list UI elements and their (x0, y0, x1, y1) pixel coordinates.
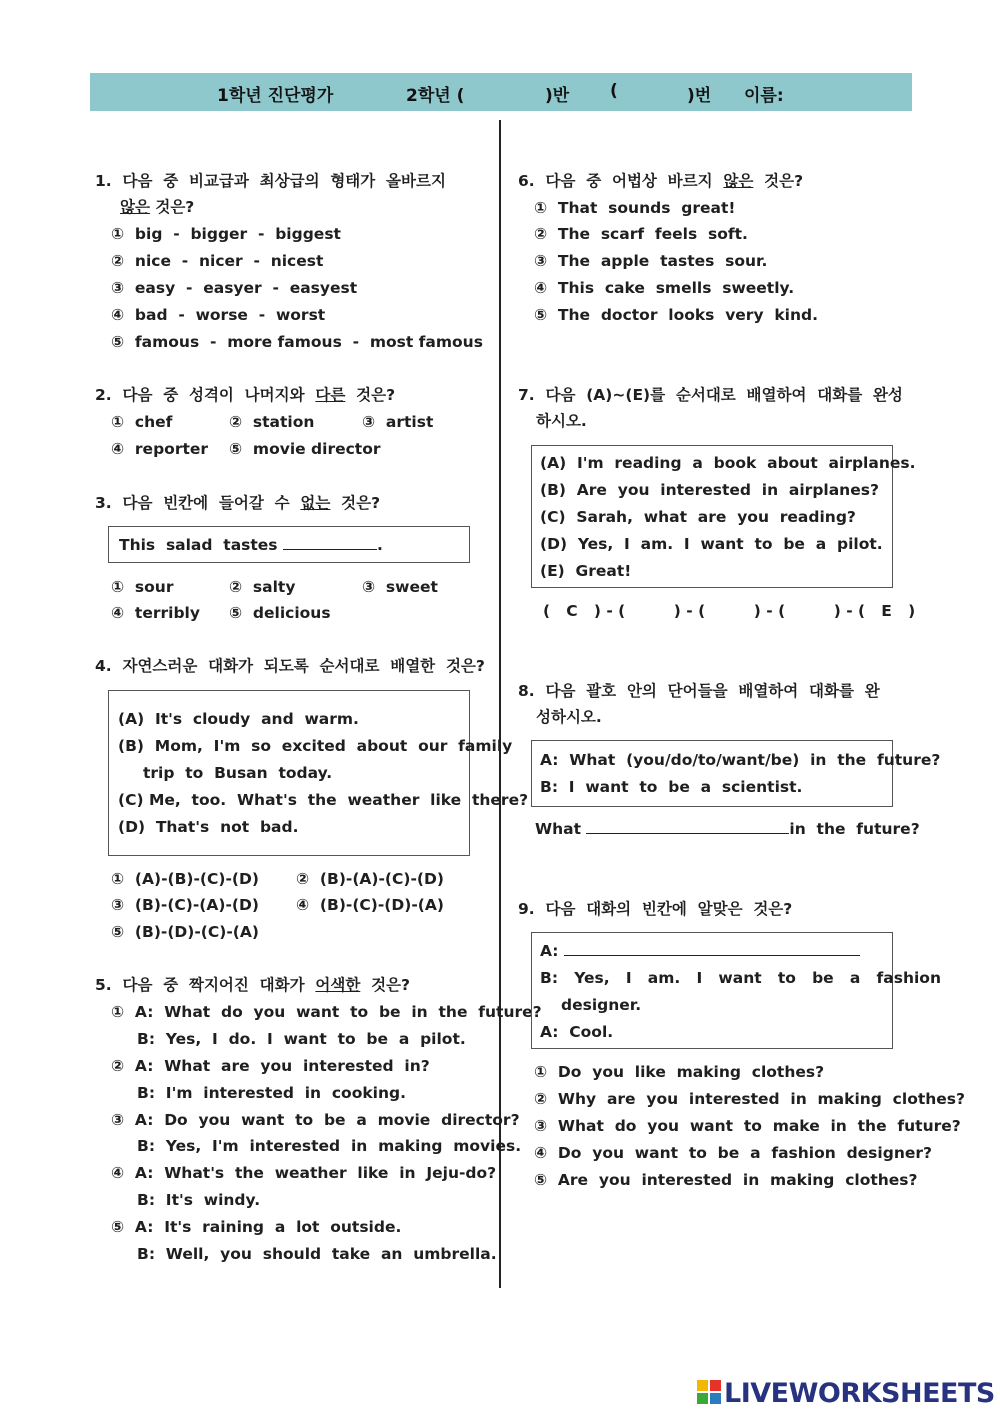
q2-option-1[interactable]: ① chef (111, 413, 173, 431)
q3-option-3[interactable]: ③ sweet (362, 578, 438, 596)
q2-negation: 다른 (315, 386, 346, 404)
q1-stem-line2: 않은 것은? (120, 198, 195, 216)
q5-option-1-b: B: Yes, I do. I want to be a pilot. (137, 1030, 466, 1048)
q5-option-4-b: B: It's windy. (137, 1191, 261, 1209)
q7-stem-line1: 7. 다음 (A)~(E)를 순서대로 배열하여 대화를 완성 (518, 386, 903, 404)
exam-title: 1학년 진단평가 (217, 86, 334, 106)
q6-option-4[interactable]: ④ This cake smells sweetly. (534, 279, 795, 297)
q8-dialogue-box (531, 740, 941, 807)
q1-option-4[interactable]: ④ bad - worse - worst (111, 306, 326, 324)
q4-option-1[interactable]: ① (A)-(B)-(C)-(D) (111, 870, 259, 888)
number-open: ( (610, 81, 618, 101)
q3-sentence-box: This salad tastes . (108, 526, 470, 563)
q4-option-2[interactable]: ② (B)-(A)-(C)-(D) (296, 870, 444, 888)
q3-option-2[interactable]: ② salty (229, 578, 296, 596)
q3-stem: 3. 다음 빈칸에 들어갈 수 없는 것은? (95, 494, 381, 512)
q1-option-2[interactable]: ② nice - nicer - nicest (111, 252, 324, 270)
q7-line-a: (A) I'm reading a book about airplanes. (540, 454, 916, 472)
q3-option-4[interactable]: ④ terribly (111, 604, 200, 622)
q5-stem: 5. 다음 중 짝지어진 대화가 어색한 것은? (95, 976, 411, 994)
q3-option-1[interactable]: ① sour (111, 578, 174, 596)
q6-option-1[interactable]: ① That sounds great! (534, 199, 736, 217)
q2-stem: 2. 다음 중 성격이 나머지와 다른 것은? (95, 386, 396, 404)
number-label: )번 (687, 86, 712, 106)
liveworksheets-logo-text: LIVEWORKSHEETS (724, 1378, 995, 1409)
q8-answer-blank[interactable] (586, 833, 789, 834)
q4-line-b1: (B) Mom, I'm so excited about our family (118, 737, 513, 755)
q4-line-b2: trip to Busan today. (143, 764, 333, 782)
q6-option-2[interactable]: ② The scarf feels soft. (534, 225, 748, 243)
q5-option-5-a[interactable]: ⑤ A: It's raining a lot outside. (111, 1218, 402, 1236)
q9-option-5[interactable]: ⑤ Are you interested in making clothes? (534, 1171, 918, 1189)
q8-stem-line2: 성하시오. (536, 708, 602, 726)
q8-answer-line: What in the future? (535, 820, 920, 838)
q4-line-c: (C) Me, too. What's the weather like there? (118, 791, 529, 809)
q9-stem: 9. 다음 대화의 빈칸에 알맞은 것은? (518, 900, 793, 918)
q9-option-2[interactable]: ② Why are you interested in making clothes? (534, 1090, 966, 1108)
q6-option-3[interactable]: ③ The apple tastes sour. (534, 252, 768, 270)
q4-dialogue-box (108, 690, 529, 856)
q4-option-5[interactable]: ⑤ (B)-(D)-(C)-(A) (111, 923, 259, 941)
liveworksheets-logo-icon (697, 1380, 721, 1404)
grade-label: 2학년 ( (406, 86, 465, 106)
q4-line-a: (A) It's cloudy and warm. (118, 710, 359, 728)
q2-option-3[interactable]: ③ artist (362, 413, 434, 431)
q1-option-1[interactable]: ① big - bigger - biggest (111, 225, 341, 243)
q9-dialogue-box (531, 932, 941, 1049)
q7-line-b: (B) Are you interested in airplanes? (540, 481, 879, 499)
q7-line-c: (C) Sarah, what are you reading? (540, 508, 856, 526)
q5-negation: 어색한 (315, 976, 361, 994)
q5-option-1-a[interactable]: ① A: What do you want to be in the future? (111, 1003, 542, 1021)
name-label: 이름: (744, 86, 784, 106)
q1-option-3[interactable]: ③ easy - easyer - easyest (111, 279, 358, 297)
q9-line-b1: B: Yes, I am. I want to be a fashion (540, 969, 941, 987)
q5-option-3-b: B: Yes, I'm interested in making movies. (137, 1137, 522, 1155)
q7-line-e: (E) Great! (540, 562, 632, 580)
q9-line-a2: A: Cool. (540, 1023, 614, 1041)
q5-option-3-a[interactable]: ③ A: Do you want to be a movie director? (111, 1111, 520, 1129)
q8-line-b: B: I want to be a scientist. (540, 778, 803, 796)
q6-negation: 않은 (723, 172, 754, 190)
q3-negation: 없는 (300, 494, 331, 512)
q9-line-a: A: (540, 941, 860, 961)
q2-option-4[interactable]: ④ reporter (111, 440, 209, 458)
q9-option-4[interactable]: ④ Do you want to be a fashion designer? (534, 1144, 932, 1162)
q7-line-d: (D) Yes, I am. I want to be a pilot. (540, 535, 883, 553)
q9-option-1[interactable]: ① Do you like making clothes? (534, 1063, 825, 1081)
q7-order-answer[interactable]: ( C ) - ( ) - ( ) - ( ) - ( E ) (543, 602, 916, 620)
q4-option-4[interactable]: ④ (B)-(C)-(D)-(A) (296, 896, 444, 914)
header-bar (90, 73, 912, 111)
q2-option-2[interactable]: ② station (229, 413, 315, 431)
class-label: )반 (545, 86, 570, 106)
q4-option-3[interactable]: ③ (B)-(C)-(A)-(D) (111, 896, 259, 914)
q3-blank (283, 549, 377, 550)
q3-option-5[interactable]: ⑤ delicious (229, 604, 331, 622)
q1-stem-line1: 1. 다음 중 비교급과 최상급의 형태가 올바르지 (95, 172, 446, 190)
q1-option-5[interactable]: ⑤ famous - more famous - most famous (111, 333, 483, 351)
q8-stem-line1: 8. 다음 괄호 안의 단어들을 배열하여 대화를 완 (518, 682, 880, 700)
q3-sentence: This salad tastes (119, 536, 278, 554)
q4-stem: 4. 자연스러운 대화가 되도록 순서대로 배열한 것은? (95, 657, 485, 675)
q4-line-d: (D) That's not bad. (118, 818, 299, 836)
q9-option-3[interactable]: ③ What do you want to make in the future? (534, 1117, 961, 1135)
q6-stem: 6. 다음 중 어법상 바르지 않은 것은? (518, 172, 804, 190)
q5-option-4-a[interactable]: ④ A: What's the weather like in Jeju-do? (111, 1164, 497, 1182)
q9-blank (564, 955, 860, 956)
q5-option-5-b: B: Well, you should take an umbrella. (137, 1245, 497, 1263)
q5-option-2-b: B: I'm interested in cooking. (137, 1084, 406, 1102)
q7-dialogue-box (531, 445, 916, 588)
q6-option-5[interactable]: ⑤ The doctor looks very kind. (534, 306, 818, 324)
q9-line-b2: designer. (561, 996, 642, 1014)
q8-line-a: A: What (you/do/to/want/be) in the future? (540, 751, 941, 769)
q2-option-5[interactable]: ⑤ movie director (229, 440, 381, 458)
q5-option-2-a[interactable]: ② A: What are you interested in? (111, 1057, 430, 1075)
q1-negation: 않은 (120, 198, 150, 216)
q7-stem-line2: 하시오. (536, 412, 587, 430)
